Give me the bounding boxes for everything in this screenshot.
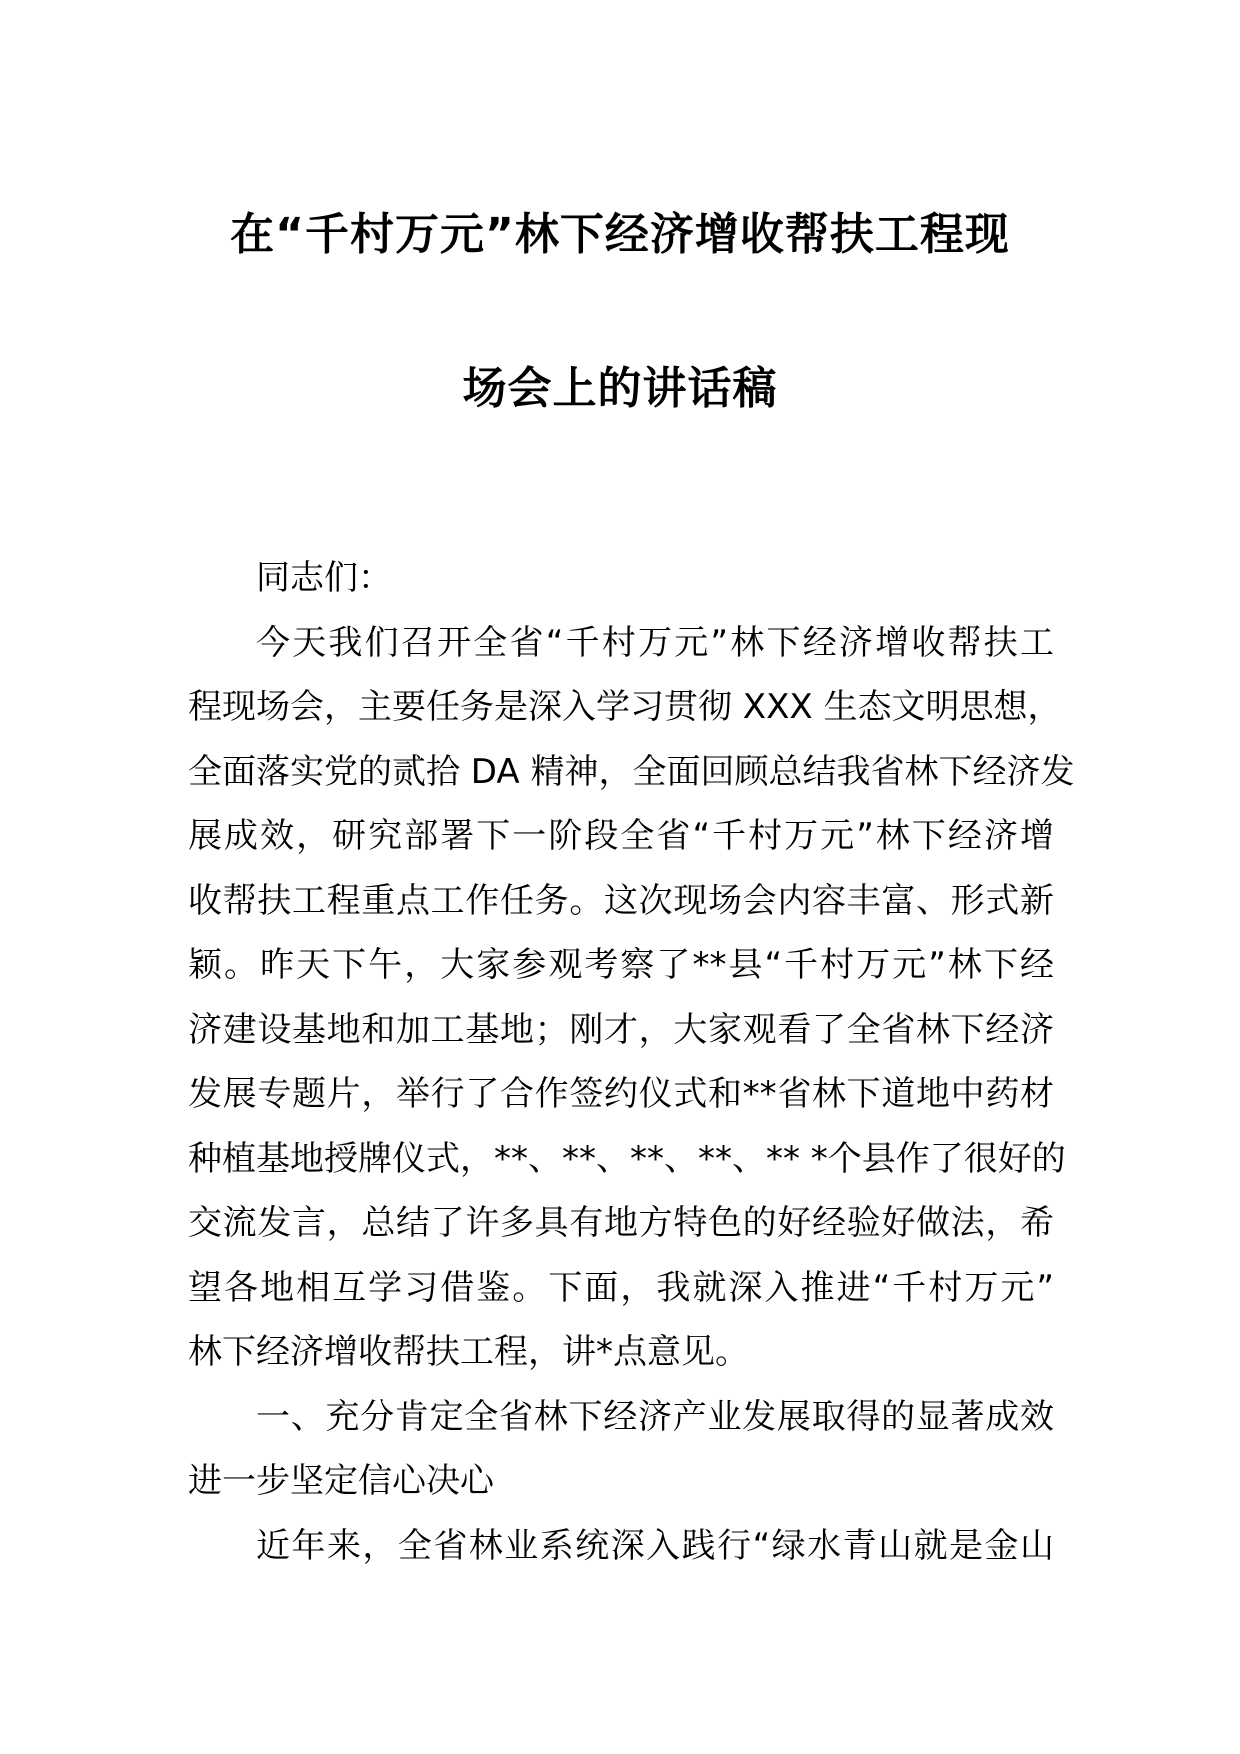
document-title-line-1: 在“千村万元”林下经济增收帮扶工程现 [230,209,1010,260]
body-line: 展成效，研究部署下一阶段全省“千村万元”林下经济增 [188,816,1054,856]
document-title-line-2: 场会上的讲话稿 [462,363,778,414]
body-line: 今天我们召开全省“千村万元”林下经济增收帮扶工 [256,622,1054,663]
body-line: 发展专题片，举行了合作签约仪式和**省林下道地中药材 [188,1074,1054,1114]
body-line: 望各地相互学习借鉴。下面，我就深入推进“千村万元” [188,1267,1054,1308]
body-line: 种植基地授牌仪式，**、**、**、**、** *个县作了很好的 [188,1138,1066,1179]
body-line: 程现场会，主要任务是深入学习贯彻 XXX 生态文明思想， [188,687,1062,727]
body-line: 收帮扶工程重点工作任务。这次现场会内容丰富、形式新 [188,880,1054,921]
body-line: 交流发言，总结了许多具有地方特色的好经验好做法，希 [188,1203,1054,1243]
salutation: 同志们： [256,558,392,598]
body-line: 全面落实党的贰拾 DA 精神，全面回顾总结我省林下经济发 [188,751,1075,792]
section-heading-line: 进一步坚定信心决心 [188,1461,494,1501]
body-line: 颖。昨天下午，大家参观考察了**县“千村万元”林下经 [188,945,1054,985]
body-line: 近年来，全省林业系统深入践行“绿水青山就是金山 [256,1525,1054,1566]
body-line: 济建设基地和加工基地；刚才，大家观看了全省林下经济 [188,1009,1054,1050]
document-body [188,546,1075,1578]
section-heading-line: 一、充分肯定全省林下经济产业发展取得的显著成效 [256,1396,1054,1437]
body-line: 林下经济增收帮扶工程，讲*点意见。 [188,1332,749,1372]
